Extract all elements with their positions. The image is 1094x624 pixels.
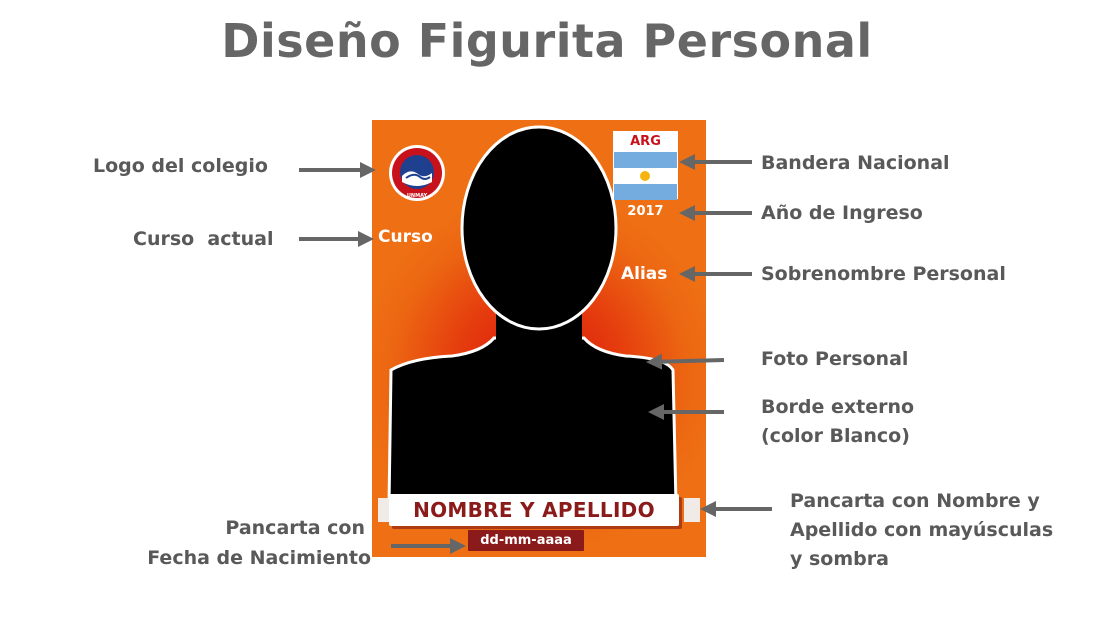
birth-date-banner: dd-mm-aaaa xyxy=(468,530,584,551)
label-date-banner-line1: Pancarta con xyxy=(225,517,365,539)
arrow-photo xyxy=(650,360,724,362)
label-border-line1: Borde externo xyxy=(761,396,915,418)
label-name-banner-line3: y sombra xyxy=(790,548,889,570)
label-entry-year: Año de Ingreso xyxy=(761,202,923,224)
logo-bottom-text: UNMAY xyxy=(406,193,428,199)
label-photo: Foto Personal xyxy=(761,348,909,370)
label-name-banner-line2: Apellido con mayúsculas xyxy=(790,519,1054,541)
flag-code: ARG xyxy=(614,132,677,152)
label-border-line2: (color Blanco) xyxy=(761,425,910,447)
label-date-banner-line2: Fecha de Nacimiento xyxy=(147,547,371,569)
label-nickname: Sobrenombre Personal xyxy=(761,263,1006,285)
entry-year-text: 2017 xyxy=(627,204,664,219)
page-title: Diseño Figurita Personal xyxy=(221,14,873,68)
label-national-flag: Bandera Nacional xyxy=(761,152,950,174)
name-banner: NOMBRE Y APELLIDO xyxy=(389,494,679,526)
label-name-banner-line1: Pancarta con Nombre y xyxy=(790,490,1040,512)
label-current-course: Curso actual xyxy=(133,228,274,250)
alias-text: Alias xyxy=(621,264,668,284)
course-text: Curso xyxy=(378,227,433,247)
label-school-logo: Logo del colegio xyxy=(93,155,268,177)
